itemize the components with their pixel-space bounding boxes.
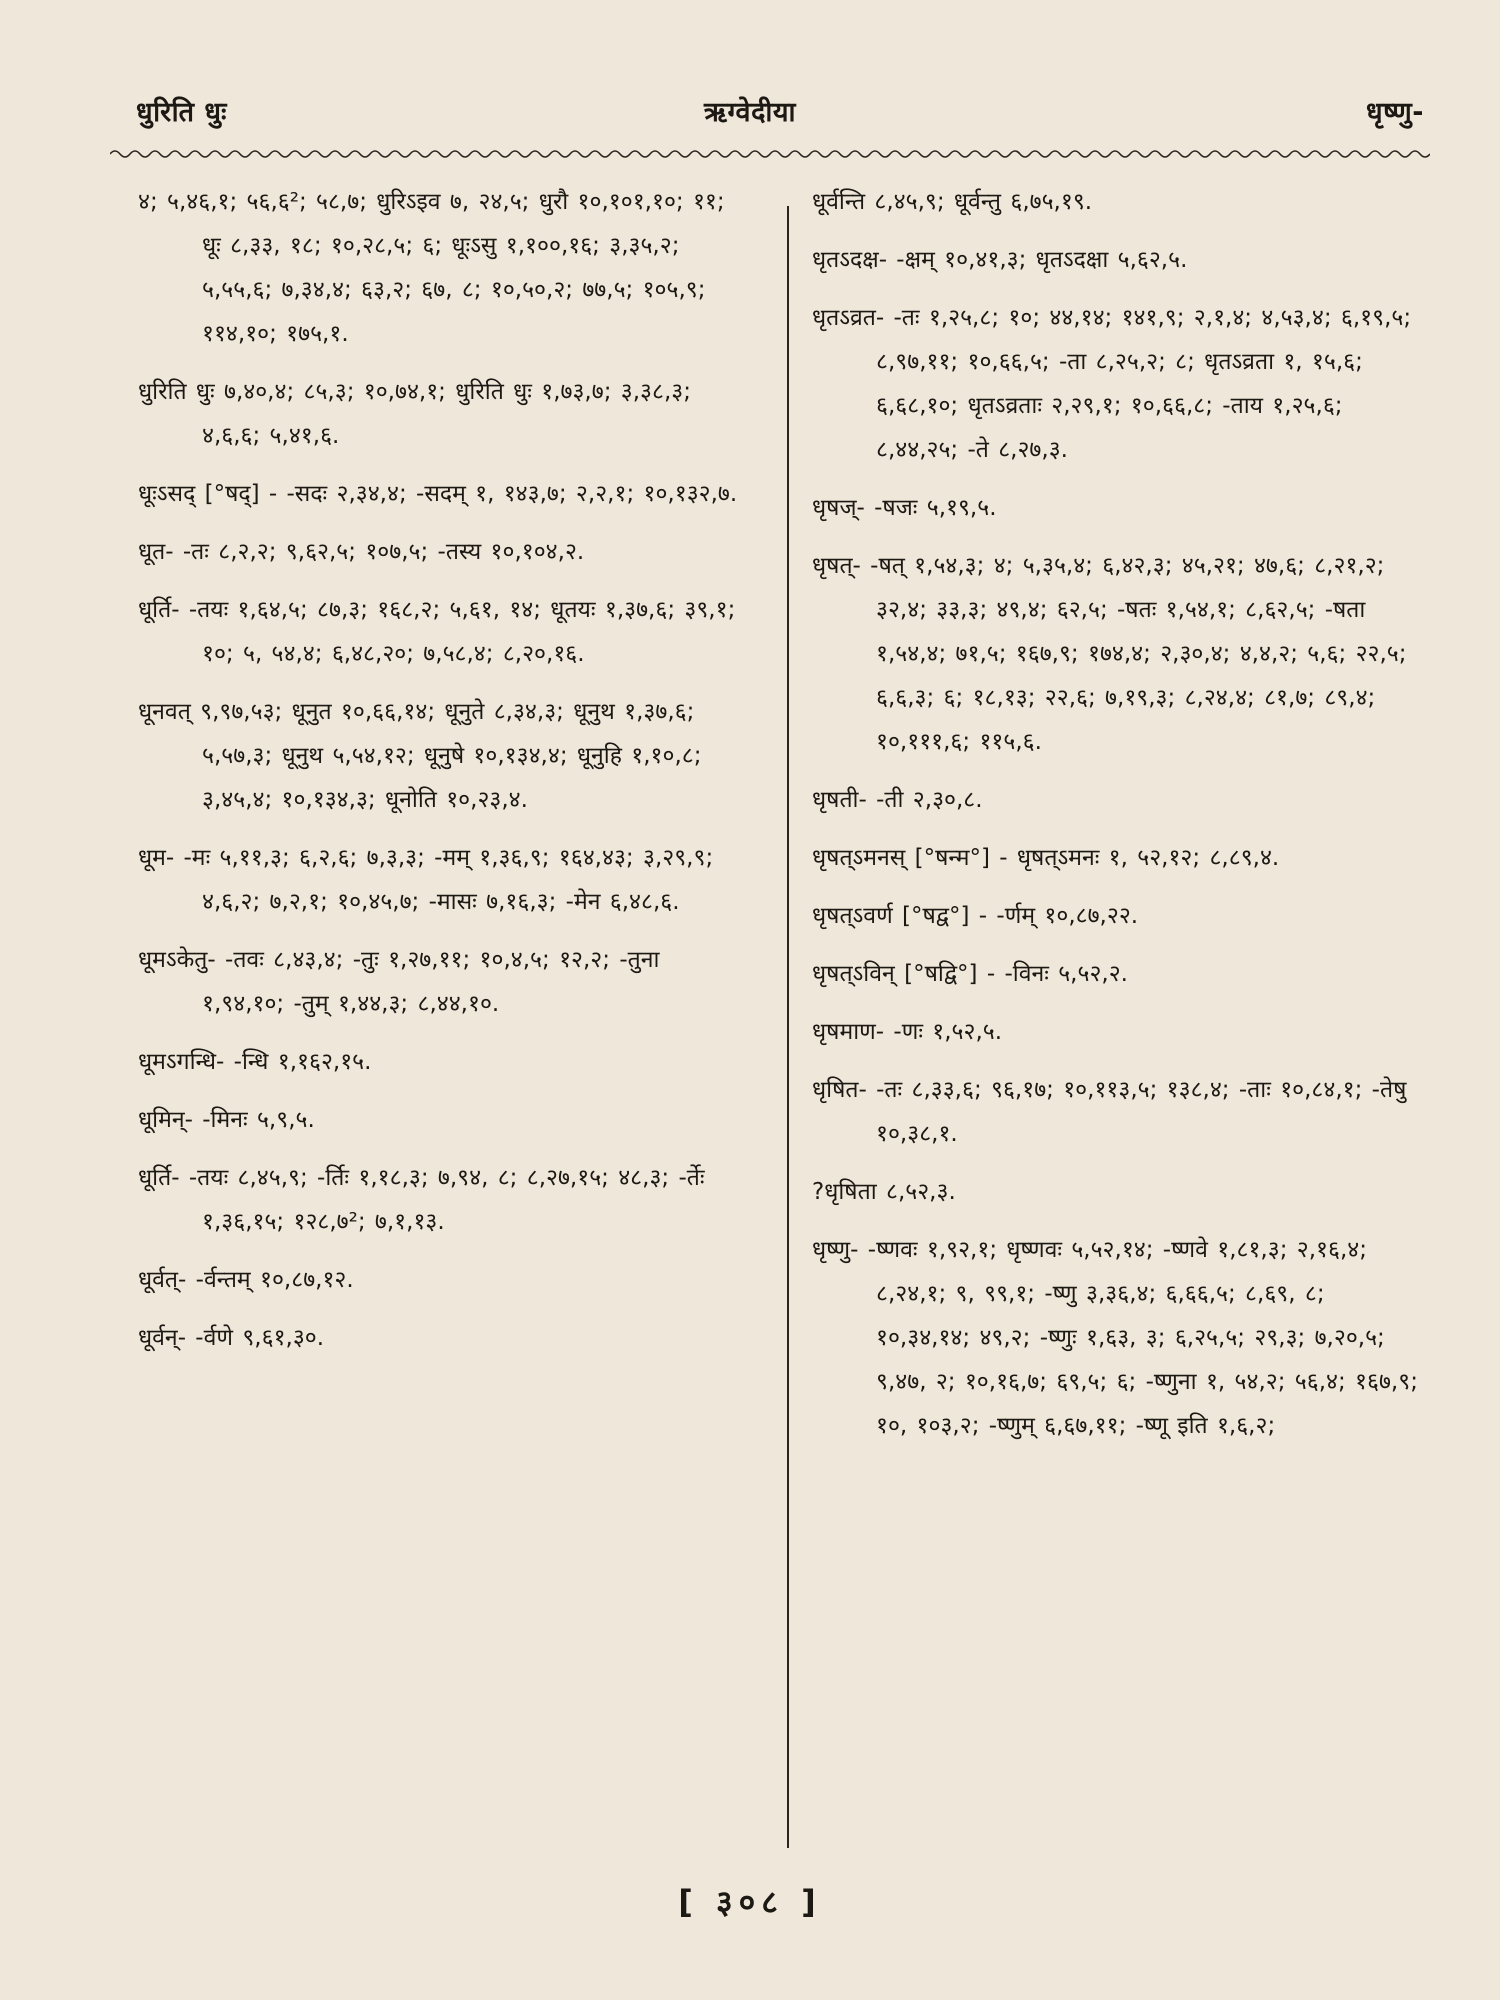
dictionary-entry: धूर्वन्- -र्वणे ९,६१,३०. xyxy=(138,1325,325,1351)
page-number: [ ३०८ ] xyxy=(678,1883,822,1921)
dictionary-entry: धृषत्ऽविन् [°षद्वि°] - -विनः ५,५२,२. xyxy=(812,961,1128,987)
dictionary-entry: धूःऽसद् [°षद्] - -सदः २,३४,४; -सदम् १, १४३,७; २,२,१; १०,१३२,७. xyxy=(138,481,738,507)
dictionary-entry: धृषती- -ती २,३०,८. xyxy=(812,787,983,813)
dictionary-entry: धृष्णु- -ष्णवः १,९२,१; धृष्णवः ५,५२,१४; -ष्णवे १,८१,३; २,१६,४; ८,२४,१; ९, ९९,१; -ष्णु ३,३६,४; ६,६६,५; ८,६९, ८; १०,३४,१४; ४९,२; -ष्णुः १,६३, ३; ६,२५,५; २९,३; ७,२०,५; ९,४७, २; १०,१६,७; ६९,५; ६; -ष्णुना १, ५४,२; ५६,४; १६७,९; १०, १०३,२; -ष्णुम् ६,६७,११; -ष्णू इति १,६,२; xyxy=(812,1237,1418,1439)
dictionary-entry: धूमऽकेतु- -तवः ८,४३,४; -तुः १,२७,११; १०,४,५; १२,२; -तुना १,९४,१०; -तुम् १,४४,३; ८,४४,१०. xyxy=(138,947,660,1017)
dictionary-entry: धृतऽव्रत- -तः १,२५,८; १०; ४४,१४; १४१,९; २,१,४; ४,५३,४; ६,१९,५; ८,९७,११; १०,६६,५; -ता ८,२५,२; ८; धृतऽव्रता १, १५,६; ६,६८,१०; धृतऽव्रताः २,२९,१; १०,६६,८; -ताय १,२५,६; ८,४४,२५; -ते ८,२७,३. xyxy=(812,305,1412,463)
dictionary-entry: धूम- -मः ५,११,३; ६,२,६; ७,३,३; -मम् १,३६,९; १६४,४३; ३,२९,९; ४,६,२; ७,२,१; १०,४५,७; -मासः ७,१६,३; -मेन ६,४८,६. xyxy=(138,845,714,915)
dictionary-entry: धृषत्ऽवर्ण [°षद्व°] - -र्णम् १०,८७,२२. xyxy=(812,903,1139,929)
dictionary-entry: धृषमाण- -णः १,५२,५. xyxy=(812,1019,1003,1045)
column-divider xyxy=(787,206,789,1848)
dictionary-entry: धूमिन्- -मिनः ५,९,५. xyxy=(138,1107,315,1133)
dictionary-entry: धूमऽगन्धि- -न्धि १,१६२,१५. xyxy=(138,1049,372,1075)
dictionary-entry: धूर्ति- -तयः ८,४५,९; -र्तिः १,१८,३; ७,९४, ८; ८,२७,१५; ४८,३; -र्तेः १,३६,१५; १२८,७²; ७,१,१३. xyxy=(138,1165,705,1235)
running-head-right: धृष्णु- xyxy=(1365,97,1424,128)
dictionary-entry: धूर्वन्ति ८,४५,९; धूर्वन्तु ६,७५,१९. xyxy=(812,189,1093,215)
dictionary-entry: धूर्ति- -तयः १,६४,५; ८७,३; १६८,२; ५,६१, १४; धूतयः १,३७,६; ३९,१; १०; ५, ५४,४; ६,४८,२०; ७,५८,४; ८,२०,१६. xyxy=(138,597,736,667)
dictionary-entry: धृषत्ऽमनस् [°षन्म°] - धृषत्ऽमनः १, ५२,१२; ८,८९,४. xyxy=(812,845,1280,871)
dictionary-entry: धूर्वत्- -र्वन्तम् १०,८७,१२. xyxy=(138,1267,354,1293)
dictionary-entry: धृषित- -तः ८,३३,६; ९६,१७; १०,११३,५; १३८,४; -ताः १०,८४,१; -तेषु १०,३८,१. xyxy=(812,1077,1407,1147)
left-column xyxy=(138,180,743,1880)
dictionary-entry: ?धृषिता ८,५२,३. xyxy=(812,1179,956,1205)
wavy-rule xyxy=(110,146,1430,162)
dictionary-entry: धृषत्- -षत् १,५४,३; ४; ५,३५,४; ६,४२,३; ४५,२१; ४७,६; ८,२१,२; ३२,४; ३३,३; ४९,४; ६२,५; -षतः १,५४,१; ८,६२,५; -षता १,५४,४; ७१,५; १६७,९; १७४,४; २,३०,४; ४,४,२; ५,६; २२,५; ६,६,३; ६; १८,१३; २२,६; ७,१९,३; ८,२४,४; ८१,७; ८९,४; १०,१११,६; ११५,६. xyxy=(812,553,1407,755)
dictionary-entry: धुरिति धुः ७,४०,४; ८५,३; १०,७४,१; धुरिति धुः १,७३,७; ३,३८,३; ४,६,६; ५,४१,६. xyxy=(138,379,691,449)
dictionary-entry: धूत- -तः ८,२,२; ९,६२,५; १०७,५; -तस्य १०,१०४,२. xyxy=(138,539,585,565)
dictionary-entry: धृतऽदक्ष- -क्षम् १०,४१,३; धृतऽदक्षा ५,६२,५. xyxy=(812,247,1188,273)
running-head-left: धुरिति धुः xyxy=(136,97,227,128)
dictionary-entry: धृषज्- -षजः ५,१९,५. xyxy=(812,495,997,521)
dictionary-entry: ४; ५,४६,१; ५६,६²; ५८,७; धुरिऽइव ७, २४,५; धुरौ १०,१०१,१०; ११; धूः ८,३३, १८; १०,२८,५; ६; धूःऽसु १,१००,१६; ३,३५,२; ५,५५,६; ७,३४,४; ६३,२; ६७, ८; १०,५०,२; ७७,५; १०५,९; ११४,१०; १७५,१. xyxy=(138,189,725,347)
running-head-title: ऋग्वेदीया xyxy=(703,97,797,128)
right-column xyxy=(812,180,1427,1880)
dictionary-entry: धूनवत् ९,९७,५३; धूनुत १०,६६,१४; धूनुते ८,३४,३; धूनुथ १,३७,६; ५,५७,३; धूनुथ ५,५४,१२; धूनुषे १०,१३४,४; धूनुहि १,१०,८; ३,४५,४; १०,१३४,३; धूनोति १०,२३,४. xyxy=(138,699,702,813)
